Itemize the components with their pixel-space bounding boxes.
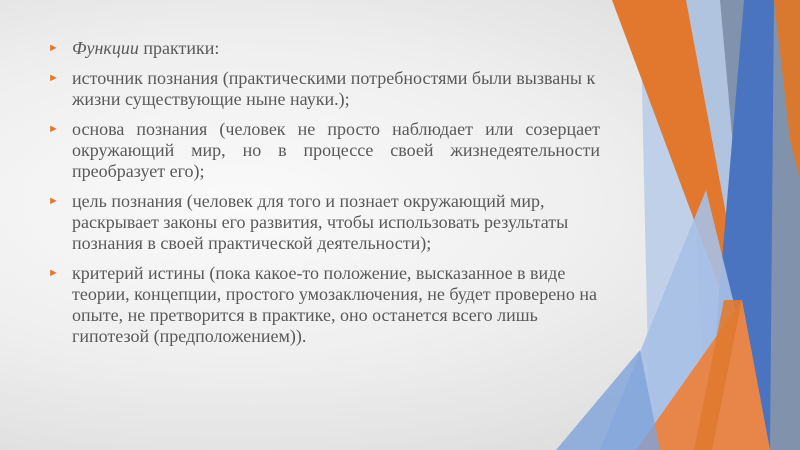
- list-item: [48, 191, 600, 254]
- list-item-text: критерий истины (пока какое-то положение, высказанное в виде теории, концепции, простого умозаключения, не будет проверено на опыте, не претворится в практике, оно останется всего лишь гипотезой (предположением)).: [72, 263, 597, 346]
- list-item-text: цель познания (человек для того и познает окружающий мир, раскрывает законы его развития, чтобы использовать результаты познания в своей практической деятельности);: [72, 191, 569, 253]
- bullet-arrow-icon: ►: [48, 42, 59, 54]
- list-item-text: источник познания (практическими потребностями были вызваны к жизни существующие ныне науки.);: [72, 68, 596, 109]
- heading-item: [48, 38, 600, 59]
- list-item-text: основа познания (человек не просто наблюдает или созерцает окружающий мир, но в процессе своей жизнедеятельности преобразует его);: [72, 119, 600, 181]
- bullet-arrow-icon: ►: [48, 267, 59, 279]
- heading-rest: практики:: [138, 38, 220, 58]
- list-item: [48, 263, 600, 347]
- heading-italic: Функции: [72, 38, 139, 58]
- bullet-arrow-icon: ►: [48, 195, 59, 207]
- list-item: [48, 68, 600, 110]
- list-item: [48, 119, 600, 182]
- slide-heading: [72, 38, 219, 58]
- bullet-arrow-icon: ►: [48, 72, 59, 84]
- bullet-arrow-icon: ►: [48, 123, 59, 135]
- slide-body: [48, 38, 600, 356]
